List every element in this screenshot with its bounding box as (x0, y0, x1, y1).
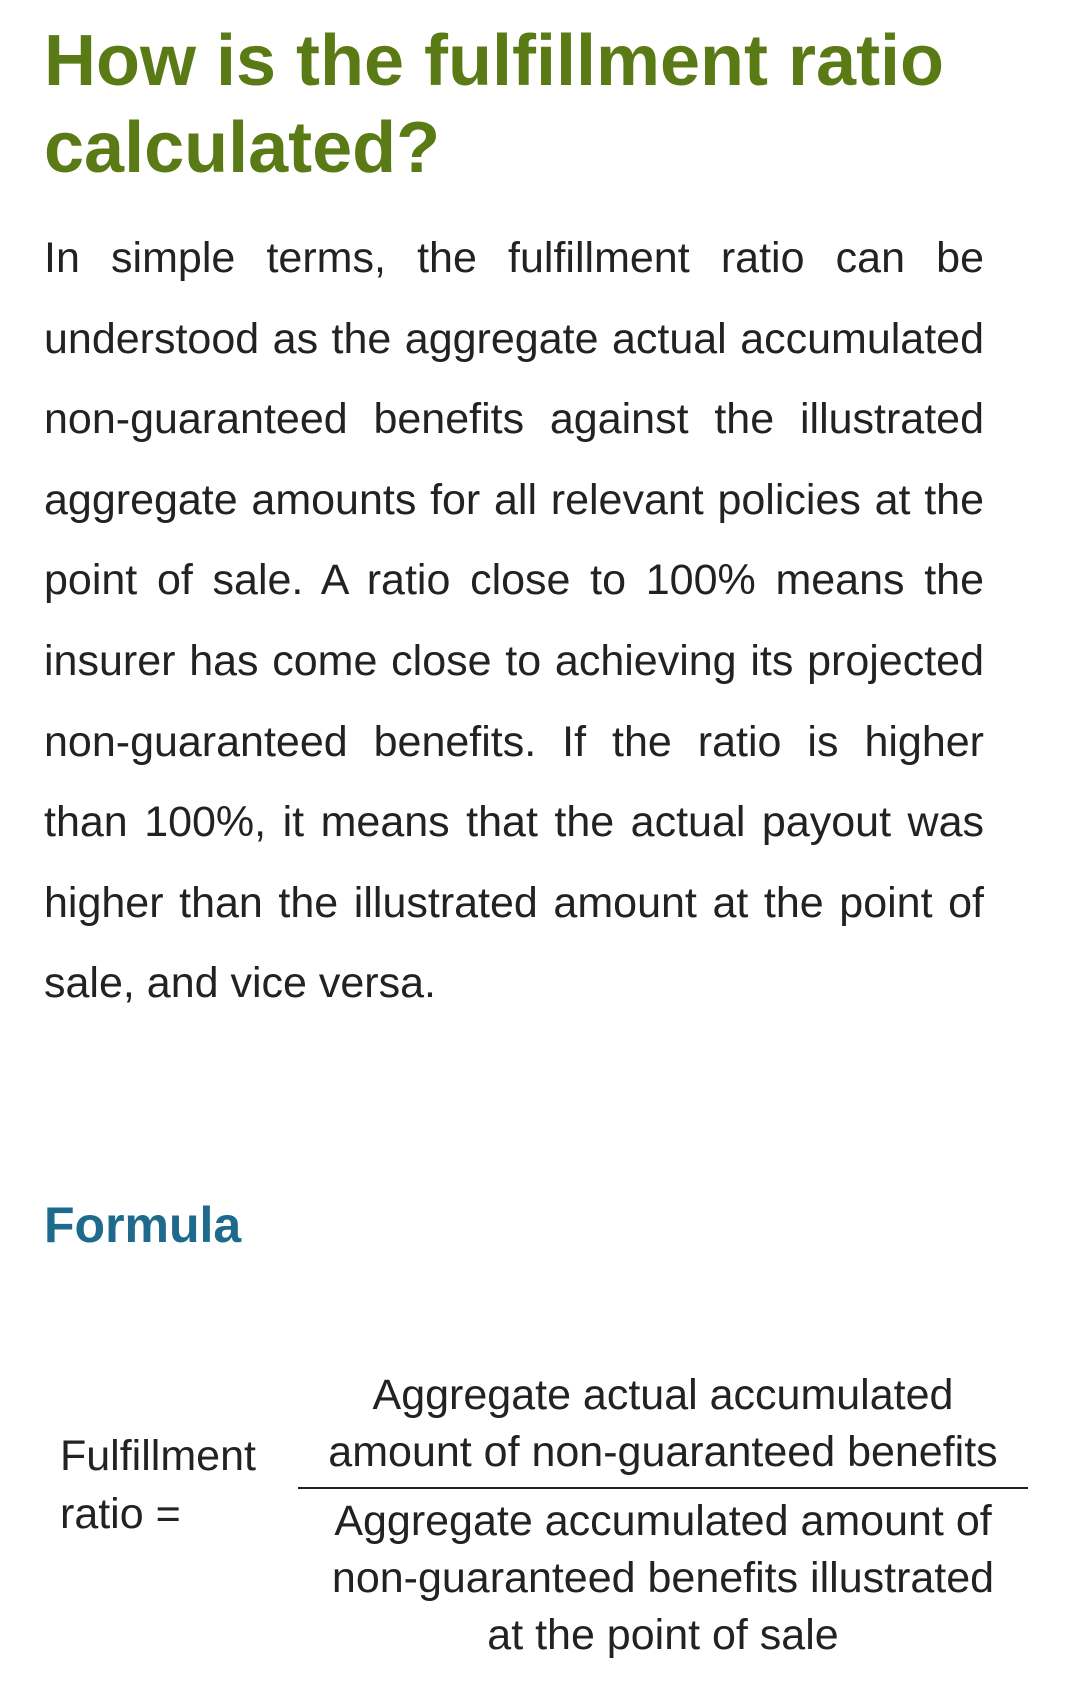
formula-numerator: Aggregate actual accumulated amount of non-guaranteed benefits (328, 1371, 998, 1476)
formula-block (60, 1310, 1040, 1680)
formula-heading: Formula (44, 1197, 242, 1253)
formula-fraction (298, 1310, 1028, 1664)
formula-denominator: Aggregate accumulated amount of non-guaranteed benefits illustrated at the point of sale (331, 1497, 995, 1659)
explanation-paragraph: In simple terms, the fulfillment ratio can be understood as the aggregate actual accumulated non-guaranteed benefits against the illustrated aggregate amounts for all relevant policies at the point of sale. A ratio close to 100% means the insurer has come close to achieving its projected non-guaranteed benefits. If the ratio is higher than 100%, it means that the actual payout was higher than the illustrated amount at the point of sale, and vice versa. (44, 234, 984, 1008)
page-title: How is the fulfillment ratio calculated? (44, 21, 945, 188)
formula-numerator-wrap (298, 1310, 1028, 1487)
formula-lhs: Fulfillment ratio = (60, 1432, 256, 1538)
